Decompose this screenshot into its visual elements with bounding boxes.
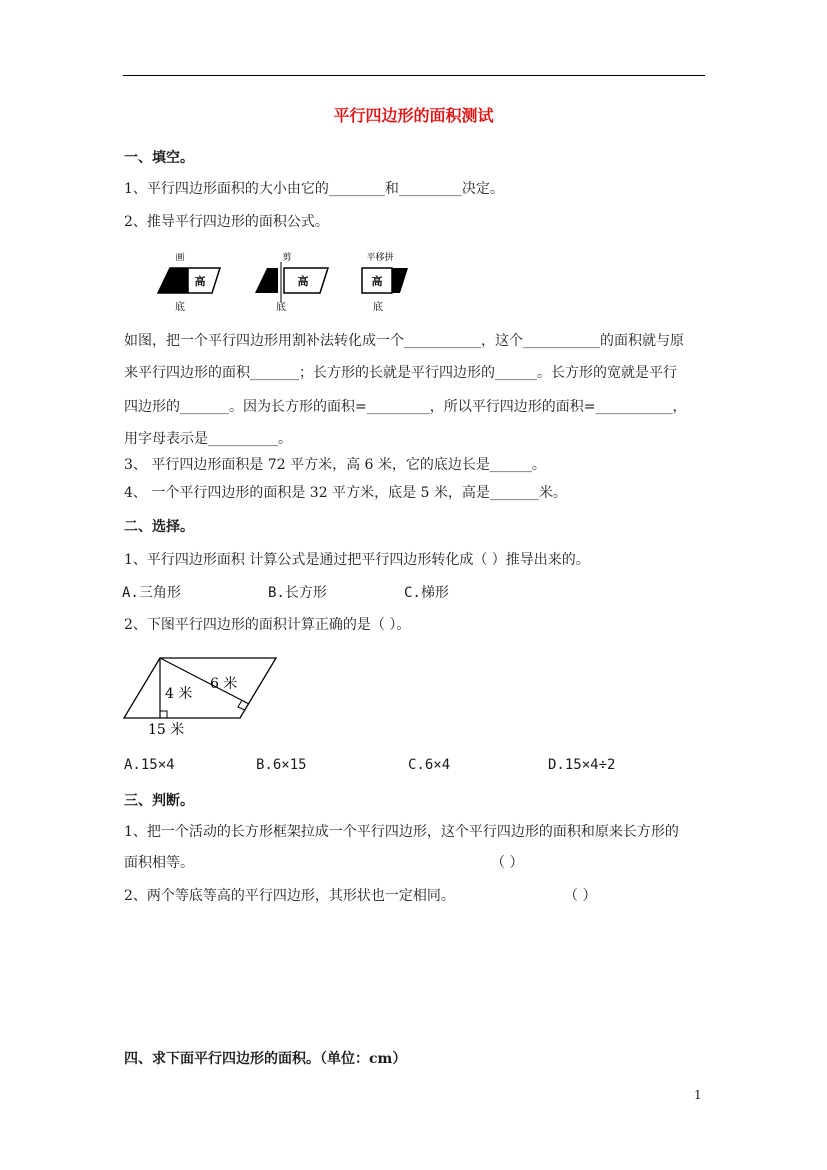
panel-label-translate: 平移拼	[366, 253, 394, 263]
choice-2-option-b: B.6×15	[256, 757, 307, 773]
section-choice-heading: 二、选择。	[124, 519, 194, 535]
judge-1-answer-paren: （ ）	[491, 855, 524, 871]
inner-label-high: 高	[371, 275, 383, 288]
fill-paragraph-line-1: 如图，把一个平行四边形用割补法转化成一个___________，这个___________的面积就与原	[124, 333, 684, 349]
fill-question-3: 3、 平行四边形面积是 72 平方米，高 6 米，它的底边长是______。	[124, 457, 546, 473]
judge-2-answer-paren: （ ）	[564, 888, 597, 904]
panel-cut	[255, 251, 328, 313]
base-15-label: 15 米	[148, 722, 185, 738]
panel-label-base: 底	[175, 302, 185, 313]
fill-paragraph-line-2: 来平行四边形的面积_______；长方形的长就是平行四边形的______。长方形的宽就是平行	[124, 365, 677, 381]
choice-2-option-d: D.15×4÷2	[548, 757, 616, 773]
fill-question-2: 2、推导平行四边形的面积公式。	[124, 214, 329, 230]
judge-question-1-line-2: 面积相等。	[124, 855, 194, 871]
cut-move-diagram	[150, 248, 420, 318]
fill-question-4: 4、 一个平行四边形的面积是 32 平方米，底是 5 米，高是_______米。	[124, 485, 567, 501]
panel-draw	[158, 252, 220, 313]
height-4-label: 4 米	[165, 686, 193, 702]
section-judge-heading: 三、判断。	[124, 793, 194, 809]
judge-question-2: 2、两个等底等高的平行四边形，其形状也一定相同。	[124, 888, 455, 904]
panel-label-base: 底	[276, 302, 286, 313]
panel-translate	[362, 251, 408, 313]
section-fill-heading: 一、填空。	[124, 150, 194, 166]
choice-2-option-a: A.15×4	[124, 757, 175, 773]
page-number: 1	[694, 1088, 702, 1102]
height-6-label: 6 米	[210, 676, 238, 692]
panel-label-draw: 画	[175, 253, 185, 263]
inner-label-high: 高	[194, 275, 206, 288]
parallelogram-figure	[122, 654, 282, 744]
section-area-heading: 四、求下面平行四边形的面积。（单位：cm）	[124, 1051, 407, 1067]
header-rule	[123, 75, 705, 76]
choice-1-option-b: B.长方形	[268, 585, 327, 601]
choice-question-2: 2、下图平行四边形的面积计算正确的是（ ）。	[124, 617, 411, 633]
panel-label-base: 底	[373, 302, 383, 313]
inner-label-high: 高	[297, 275, 309, 288]
choice-question-1: 1、平行四边形面积 计算公式是通过把平行四边形转化成（ ）推导出来的。	[124, 552, 590, 568]
fill-paragraph-line-3: 四边形的_______。因为长方形的面积=_________，所以平行四边形的面积=___________，	[124, 399, 687, 415]
choice-2-option-c: C.6×4	[408, 757, 451, 773]
choice-1-option-a: A.三角形	[122, 585, 181, 601]
page-title: 平行四边形的面积测试	[333, 106, 494, 125]
fill-paragraph-line-4: 用字母表示是__________。	[124, 431, 292, 447]
fill-question-1: 1、平行四边形面积的大小由它的________和_________决定。	[124, 181, 504, 197]
choice-1-option-c: C.梯形	[404, 585, 449, 601]
judge-question-1-line-1: 1、把一个活动的长方形框架拉成一个平行四边形，这个平行四边形的面积和原来长方形的	[124, 824, 679, 840]
panel-label-cut: 剪	[282, 253, 292, 263]
